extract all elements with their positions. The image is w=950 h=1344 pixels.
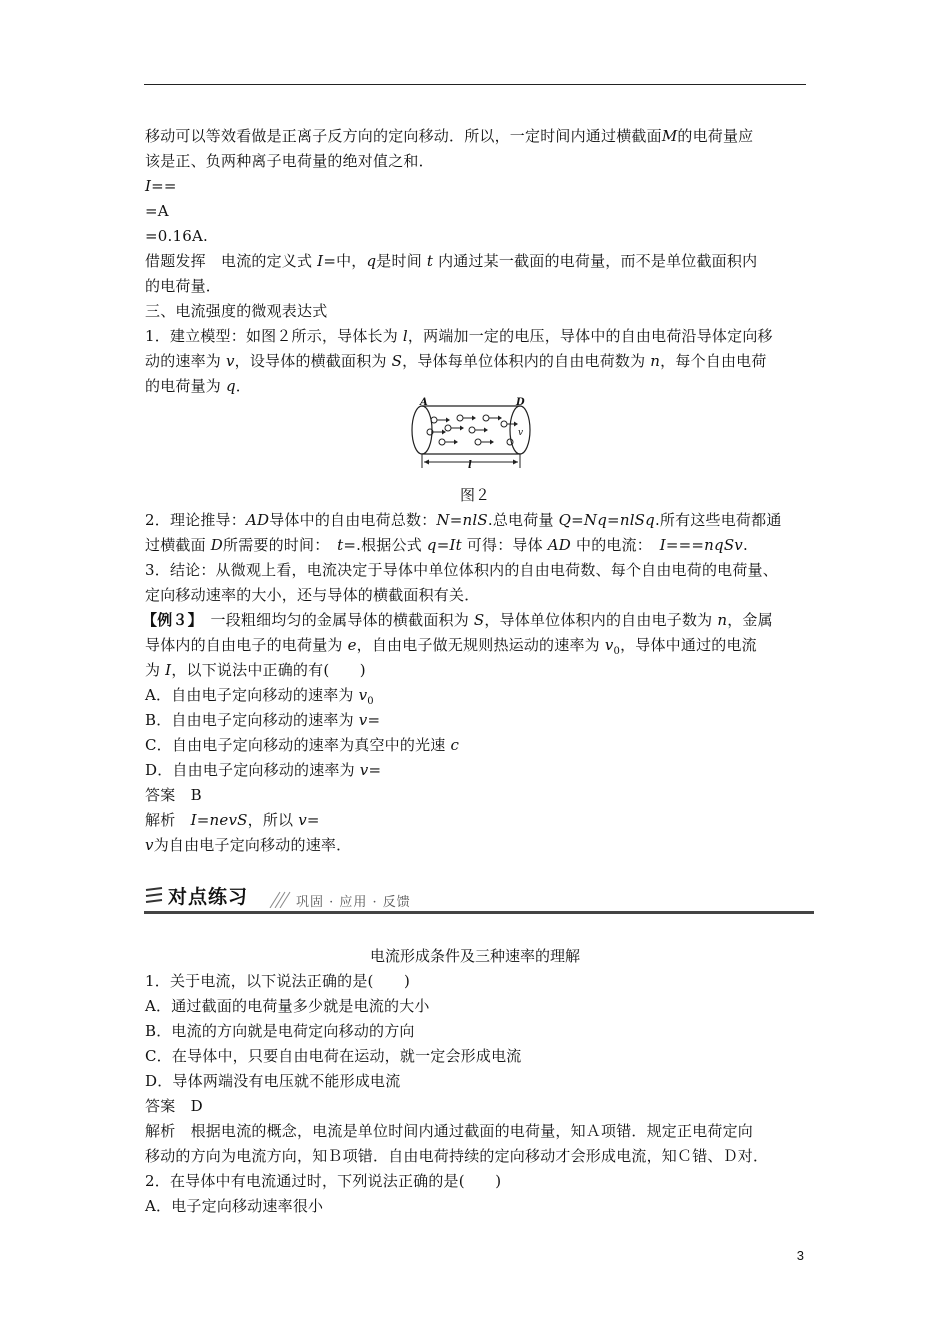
text-line: 的电荷量．: [145, 277, 222, 295]
page-number: 3: [796, 1248, 804, 1263]
left-end-ellipse: [412, 406, 432, 454]
practice-section-banner: [144, 880, 814, 914]
q1-option-b: B．电流的方向就是电荷定向移动的方向: [145, 1022, 415, 1040]
text-line: 导体内的自由电子的电荷量为 e，自由电子做无规则热运动的速率为 $v_0$，导体中通过的电流: [145, 636, 757, 657]
formula-line: I==: [145, 177, 177, 195]
text-line: 动的速率为 v，设导体的横截面积为 S，导体每单位体积内的自由电荷数为 n，每个自由电荷: [145, 352, 767, 370]
banner-underline: [144, 911, 814, 914]
q1-option-d: D．导体两端没有电压就不能形成电流: [145, 1072, 401, 1090]
text-line: 借题发挥 电流的定义式 I=中，q是时间 t 内通过某一截面的电荷量，而不是单位截面积内: [145, 252, 758, 270]
question-2: 2．在导体中有电流通过时，下列说法正确的是( ): [145, 1172, 502, 1190]
text-line: 2．理论推导：AD导体中的自由电荷总数：N=nlS.总电荷量 Q=Nq=nlSq.所有这些电荷都通: [145, 511, 782, 529]
label-a: A: [420, 397, 428, 408]
text-line: 定向移动速率的大小，还与导体的横截面积有关．: [145, 586, 480, 604]
q2-option-a: A．电子定向移动速率很小: [145, 1197, 324, 1215]
example-label: 【例３】: [142, 611, 196, 629]
banner-stripes-icon: [144, 886, 164, 908]
text-line: 移动可以等效看做是正离子反方向的定向移动．所以，一定时间内通过横截面M的电荷量应: [145, 127, 754, 145]
label-d: D: [516, 397, 525, 408]
example-line: 【例３】 一段粗细均匀的金属导体的横截面积为 S，导体单位体积内的自由电子数为 n，金属: [142, 611, 773, 629]
q1-answer: 答案 D: [145, 1097, 203, 1115]
free-charges: [427, 415, 514, 445]
text-line: 为 I，以下说法中正确的有( ): [145, 661, 366, 679]
option-c: C．自由电子定向移动的速率为真空中的光速 c: [145, 736, 460, 754]
option-d: D．自由电子定向移动的速率为 v=: [145, 761, 382, 779]
answer-line: 答案 B: [145, 786, 202, 804]
q1-analysis-cont: 移动的方向为电流方向，知Ｂ项错．自由电荷持续的定向移动才会形成电流，知Ｃ错、Ｄ对．: [145, 1147, 769, 1165]
section-heading: 三、电流强度的微观表达式: [145, 302, 328, 320]
q1-analysis: 解析 根据电流的概念，电流是单位时间内通过截面的电荷量，知Ａ项错．规定正电荷定向: [145, 1122, 754, 1140]
figure-caption: 图２: [459, 486, 490, 504]
option-a: A．自由电子定向移动的速率为 $v_0$: [145, 686, 374, 707]
banner-hatch-icon: [268, 890, 292, 908]
section-subtitle: 巩固 · 应用 · 反馈: [296, 895, 411, 910]
topic-subtitle: 电流形成条件及三种速率的理解: [369, 947, 580, 965]
question-1: 1．关于电流，以下说法正确的是( ): [145, 972, 411, 990]
formula-line: =0.16A.: [145, 227, 208, 245]
text-line: 1．建立模型：如图２所示，导体长为 l，两端加一定的电压，导体中的自由电荷沿导体定向移: [145, 327, 773, 345]
option-b: B．自由电子定向移动的速率为 v=: [145, 711, 381, 729]
header-rule: [144, 84, 806, 85]
conductor-figure: [408, 396, 538, 474]
text-line: 的电荷量为 q．: [145, 377, 251, 395]
formula-line: =A: [145, 202, 169, 220]
analysis-line: 解析 I=nevS，所以 v=: [145, 811, 320, 829]
section-title: 对点练习: [168, 886, 249, 908]
text-line: 过横截面 D所需要的时间： t=.根据公式 q=It 可得：导体 AD 中的电流： I===nqSv.: [145, 536, 748, 554]
label-v: v: [518, 428, 524, 438]
text-line: v为自由电子定向移动的速率．: [145, 836, 352, 854]
text-line: 该是正、负两种离子电荷量的绝对值之和．: [145, 152, 434, 170]
q1-option-a: A．通过截面的电荷量多少就是电流的大小: [145, 997, 430, 1015]
text-line: 3．结论：从微观上看，电流决定于导体中单位体积内的自由电荷数、每个自由电荷的电荷量、: [145, 561, 778, 579]
q1-option-c: C．在导体中，只要自由电荷在运动，就一定会形成电流: [145, 1047, 522, 1065]
label-l: l: [468, 460, 472, 471]
